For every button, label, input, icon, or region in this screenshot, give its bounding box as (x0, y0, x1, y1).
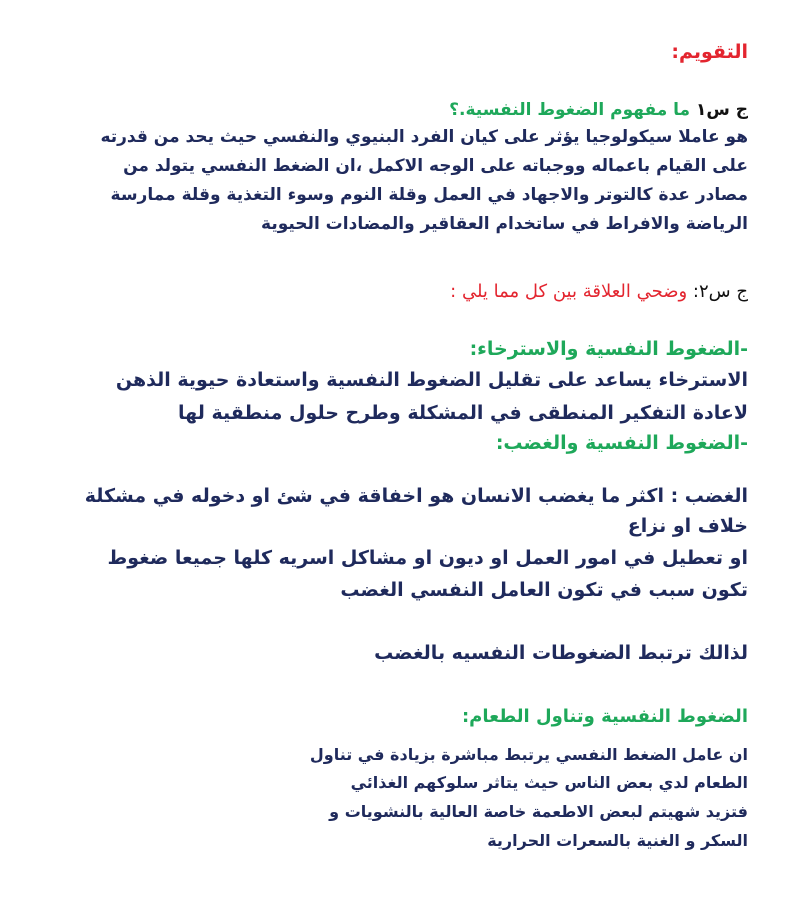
food-line-3: فتزيد شهيتم لبعض الاطعمة خاصة العالية بالنشويات و (329, 802, 748, 821)
evaluation-heading: التقويم: (671, 41, 748, 63)
question-2-line (450, 281, 748, 303)
anger-line-3: او تعطيل في امور العمل او ديون او مشاكل اسريه كلها جميعا ضغوط (107, 547, 748, 569)
answer-1-line-3: مصادر عدة كالتوتر والاجهاد في العمل وقلة النوم وسوء التغذية وقلة ممارسة (110, 185, 748, 205)
question-1-text: ما مفهوم الضغوط النفسية.؟ (449, 100, 691, 120)
answer-1-line-4: الرياضة والافراط في ساتخدام العقاقير والمضادات الحيوية (261, 214, 748, 234)
relaxation-line-2: لاعادة التفكير المنطقى في المشكلة وطرح حلول منطقية لها (178, 402, 748, 424)
food-line-1: ان عامل الضغط النفسي يرتبط مباشرة بزيادة في تناول (309, 745, 748, 764)
anger-conclusion: لذالك ترتبط الضغوطات النفسيه بالغضب (374, 642, 748, 664)
question-2-text: وضحي العلاقة بين كل مما يلي : (450, 281, 688, 302)
question-2-prefix: ج س٢: (692, 281, 748, 302)
food-line-4: السكر و الغنية بالسعرات الحرارية (487, 831, 748, 850)
relaxation-heading: -الضغوط النفسية والاسترخاء: (469, 338, 748, 360)
answer-1-line-2: على القيام باعماله ووجباته على الوجه الاكمل ،ان الضغط النفسي يتولد من (123, 156, 748, 176)
anger-line-1: الغضب : اكثر ما يغضب الانسان هو اخفاقة في شئ او دخوله في مشكلة (84, 485, 748, 507)
anger-heading: -الضغوط النفسية والغضب: (495, 432, 748, 454)
answer-1-line-1: هو عاملا سيكولوجيا يؤثر على كيان الفرد البنيوي والنفسي حيث يحد من قدرته (100, 127, 748, 147)
relaxation-line-1: الاسترخاء يساعد على تقليل الضغوط النفسية واستعادة حيوية الذهن (115, 369, 748, 391)
question-1-prefix: ج س١ (695, 100, 748, 120)
anger-line-4: تكون سبب في تكون العامل النفسي الغضب (340, 579, 748, 601)
anger-line-2: خلاف او نزاع (627, 515, 748, 537)
food-line-2: الطعام لدي بعض الناس حيث يتاثر سلوكهم الغذائي (350, 773, 748, 792)
question-1-line (449, 100, 748, 120)
food-heading: الضغوط النفسية وتناول الطعام: (461, 706, 748, 727)
